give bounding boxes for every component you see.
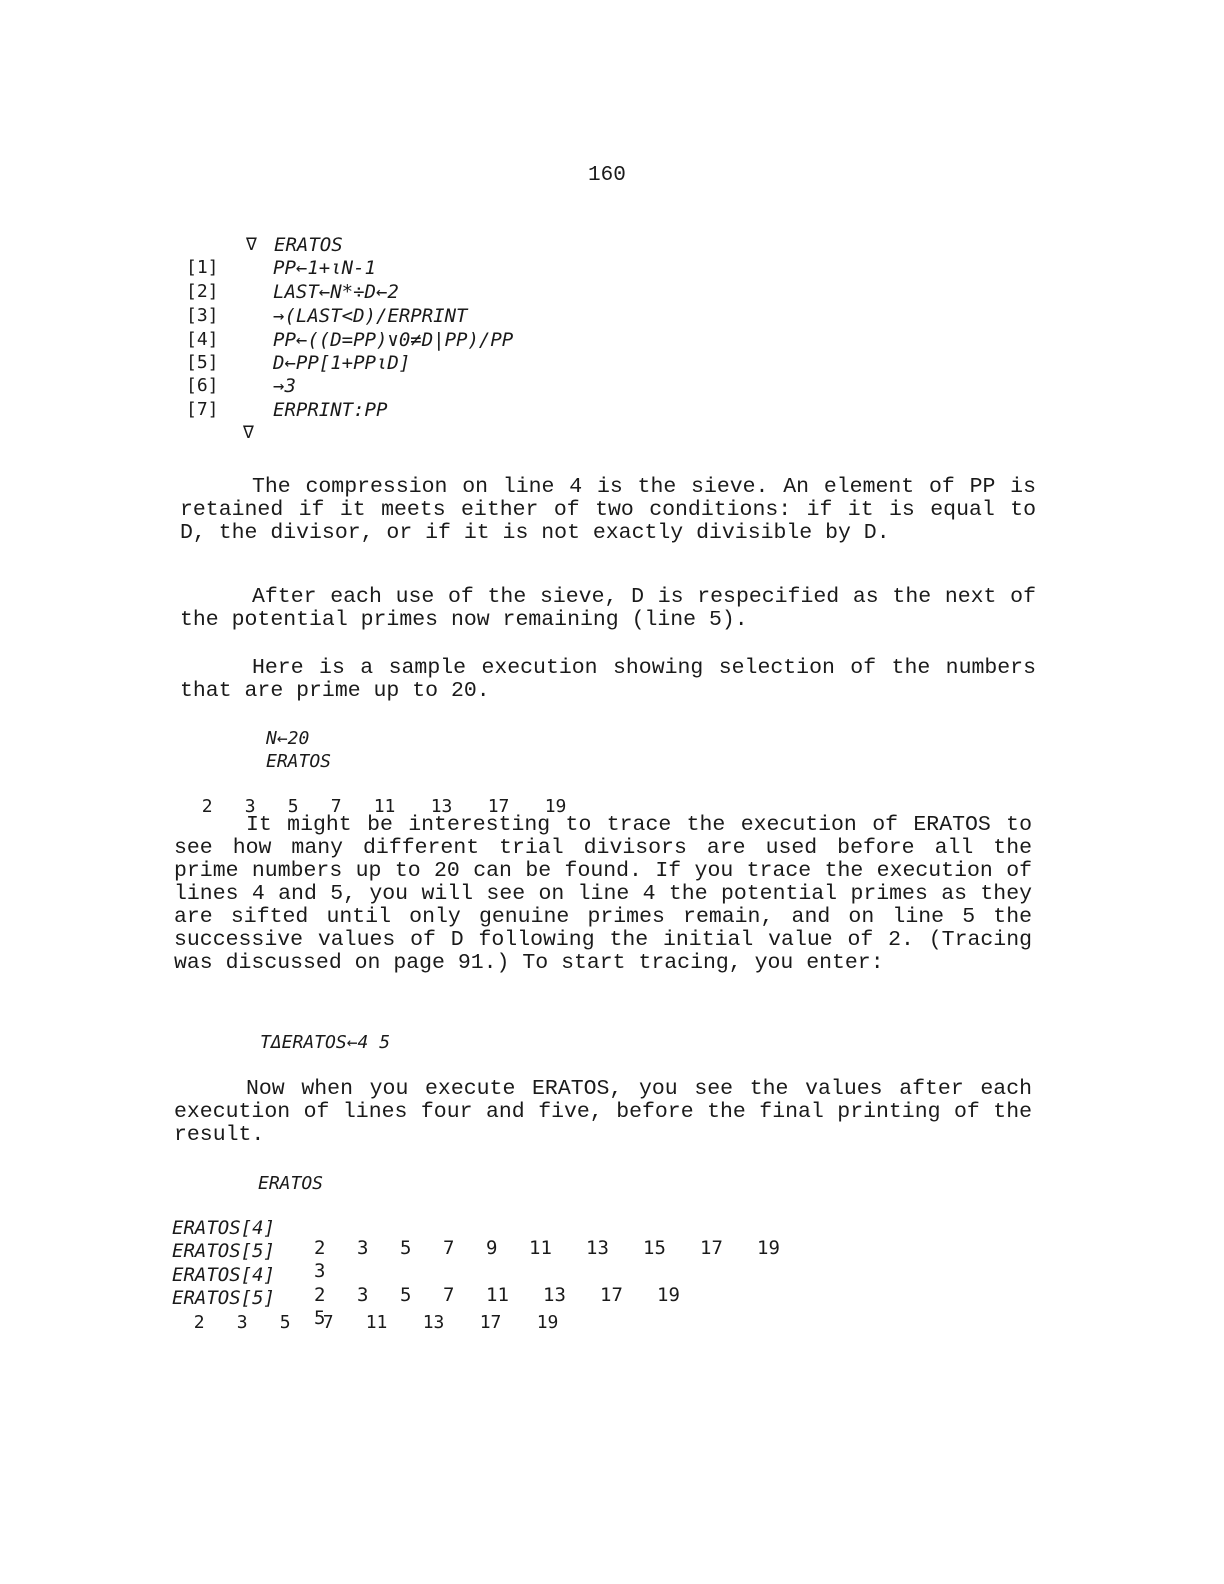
line-number: [4] <box>186 329 219 350</box>
output-value: 3 <box>236 1312 248 1333</box>
trace-command: TΔERATOS←4 5 <box>260 1032 391 1053</box>
del-close-symbol: ∇ <box>243 422 254 443</box>
trace-label: ERATOS[5] <box>172 1287 275 1309</box>
trace-value: 19 <box>657 1284 680 1306</box>
trace-value: 5 <box>314 1307 326 1329</box>
call-line: ERATOS <box>266 751 332 772</box>
trace-value: 15 <box>643 1237 666 1259</box>
trace-value: 19 <box>757 1237 780 1259</box>
trace-value: 3 <box>357 1284 369 1306</box>
trace-value: 17 <box>700 1237 723 1259</box>
code-line: LAST←N*÷D←2 <box>273 281 399 303</box>
paragraph-text: It might be interesting to trace the execution of ERATOS to see how many different trial divisors are used before all the prime numbers up to 20 can be found. If you trace the execution of lines 4 and 5, you will see on line 4 the potential primes as they are sifted until only genuine primes remain, and on line 5 the successive values of D following the initial value of 2. (Tracing was discussed on page 91.) To start tracing, you enter: <box>174 813 1032 975</box>
trace-value: 13 <box>543 1284 566 1306</box>
line-number: [3] <box>186 305 219 326</box>
trace-value: 13 <box>586 1237 609 1259</box>
output-line <box>180 775 602 817</box>
trace-value: 5 <box>400 1284 412 1306</box>
trace-value: 11 <box>529 1237 552 1259</box>
output-value: 11 <box>373 796 396 817</box>
del-open-symbol: ∇ <box>246 234 257 255</box>
code-line: →3 <box>273 375 296 397</box>
output-value: 5 <box>279 1312 291 1333</box>
output-value: 7 <box>322 1312 334 1333</box>
trace-value: 11 <box>486 1284 509 1306</box>
paragraph-respecify <box>180 586 1036 632</box>
line-number: [5] <box>186 352 219 373</box>
output-value: 17 <box>487 796 510 817</box>
trace-value: 2 <box>314 1284 326 1306</box>
line-number: [7] <box>186 399 219 420</box>
function-name: ERATOS <box>274 234 343 256</box>
trace-value: 17 <box>600 1284 623 1306</box>
page-number: 160 <box>588 164 626 187</box>
line-number: [1] <box>186 257 219 278</box>
trace-value: 9 <box>486 1237 498 1259</box>
output-value: 13 <box>430 796 453 817</box>
output-value: 17 <box>479 1312 502 1333</box>
output-value: 19 <box>544 796 567 817</box>
trace-value: 7 <box>443 1237 455 1259</box>
output-value: 19 <box>536 1312 559 1333</box>
output-value: 7 <box>330 796 342 817</box>
code-line: →(LAST<D)/ERPRINT <box>273 305 468 327</box>
paragraph-sample <box>180 657 1036 703</box>
paragraph-text: Here is a sample execution showing selection of the numbers that are prime up to 20. <box>180 656 1036 703</box>
trace-value: 7 <box>443 1284 455 1306</box>
output-line <box>172 1291 594 1333</box>
paragraph-execute <box>174 1078 1032 1147</box>
trace-value: 5 <box>400 1237 412 1259</box>
call-line: ERATOS <box>258 1173 324 1194</box>
assign-line: N←20 <box>266 728 310 749</box>
trace-label: ERATOS[4] <box>172 1217 275 1239</box>
code-line: ERPRINT:PP <box>273 399 388 421</box>
output-value: 11 <box>365 1312 388 1333</box>
output-value: 3 <box>244 796 256 817</box>
paragraph-text: The compression on line 4 is the sieve. An element of PP is retained if it meets either of two conditions: if it is equal to D, the divisor, or if it is not exactly divisible by D. <box>180 475 1036 545</box>
output-value: 2 <box>193 1312 205 1333</box>
paragraph-trace <box>174 814 1032 975</box>
code-line: PP←((D=PP)∨0≠D|PP)/PP <box>273 329 514 351</box>
output-value: 13 <box>422 1312 445 1333</box>
code-line: D←PP[1+PPιD] <box>273 352 411 374</box>
line-number: [2] <box>186 281 219 302</box>
paragraph-text: Now when you execute ERATOS, you see the values after each execution of lines four and five, before the final printing of the result. <box>174 1077 1032 1147</box>
paragraph-sieve <box>180 476 1036 545</box>
code-line: PP←1+ιN-1 <box>273 257 376 279</box>
paragraph-text: After each use of the sieve, D is respecified as the next of the potential primes now remaining (line 5). <box>180 585 1036 632</box>
trace-value: 2 <box>314 1237 326 1259</box>
trace-value: 3 <box>357 1237 369 1259</box>
output-value: 2 <box>201 796 213 817</box>
trace-value: 3 <box>314 1260 326 1282</box>
output-value: 5 <box>287 796 299 817</box>
line-number: [6] <box>186 375 219 396</box>
trace-label: ERATOS[5] <box>172 1240 275 1262</box>
trace-label: ERATOS[4] <box>172 1264 275 1286</box>
